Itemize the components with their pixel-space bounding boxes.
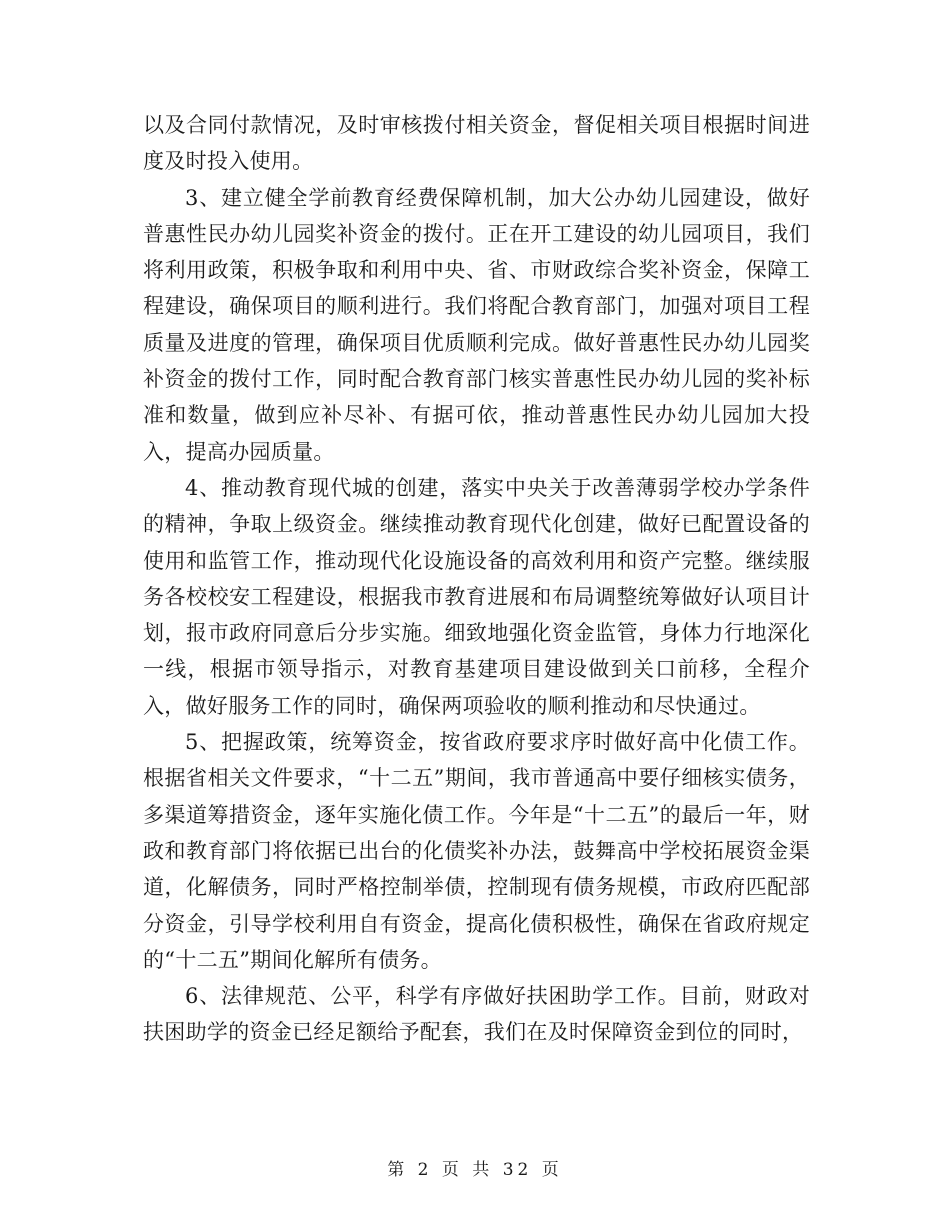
paragraph-item-6: 6、法律规范、公平，科学有序做好扶困助学工作。目前，财政对扶困助学的资金已经足额给予配套，我们在及时保障资金到位的同时， — [143, 984, 810, 1045]
page-number-footer: 第 2 页 共 32 页 — [387, 1160, 563, 1180]
paragraph-item-4: 4、推动教育现代城的创建，落实中央关于改善薄弱学校办学条件的精神，争取上级资金。继续推动教育现代化创建，做好已配置设备的使用和监管工作，推动现代化设施设备的高效利用和资产完整。继续服务各校校安工程建设，根据我市教育进展和布局调整统筹做好认项目计划，报市政府同意后分步实施。细致地强化资金监管，身体力行地深化一线，根据市领导指示，对教育基建项目建设做到关口前移，全程介入，做好服务工作的同时，确保两项验收的顺利推动和尽快通过。 — [143, 475, 810, 718]
paragraph-item-3: 3、建立健全学前教育经费保障机制，加大公办幼儿园建设，做好普惠性民办幼儿园奖补资金的拨付。正在开工建设的幼儿园项目，我们将利用政策，积极争取和利用中央、省、市财政综合奖补资金，保障工程建设，确保项目的顺利进行。我们将配合教育部门，加强对项目工程质量及进度的管理，确保项目优质顺利完成。做好普惠性民办幼儿园奖补资金的拨付工作，同时配合教育部门核实普惠性民办幼儿园的奖补标准和数量，做到应补尽补、有据可依，推动普惠性民办幼儿园加大投入，提高办园质量。 — [143, 185, 810, 464]
document-body — [143, 107, 810, 1051]
paragraph-continuation: 以及合同付款情况，及时审核拨付相关资金，督促相关项目根据时间进度及时投入使用。 — [143, 113, 810, 174]
paragraph-item-5: 5、把握政策，统筹资金，按省政府要求序时做好高中化债工作。根据省相关文件要求，“十二五”期间，我市普通高中要仔细核实债务，多渠道筹措资金，逐年实施化债工作。今年是“十二五”的最后一年，财政和教育部门将依据已出台的化债奖补办法，鼓舞高中学校拓展资金渠道，化解债务，同时严格控制举债，控制现有债务规模，市政府匹配部分资金，引导学校利用自有资金，提高化债积极性，确保在省政府规定的“十二五”期间化解所有债务。 — [143, 730, 810, 972]
